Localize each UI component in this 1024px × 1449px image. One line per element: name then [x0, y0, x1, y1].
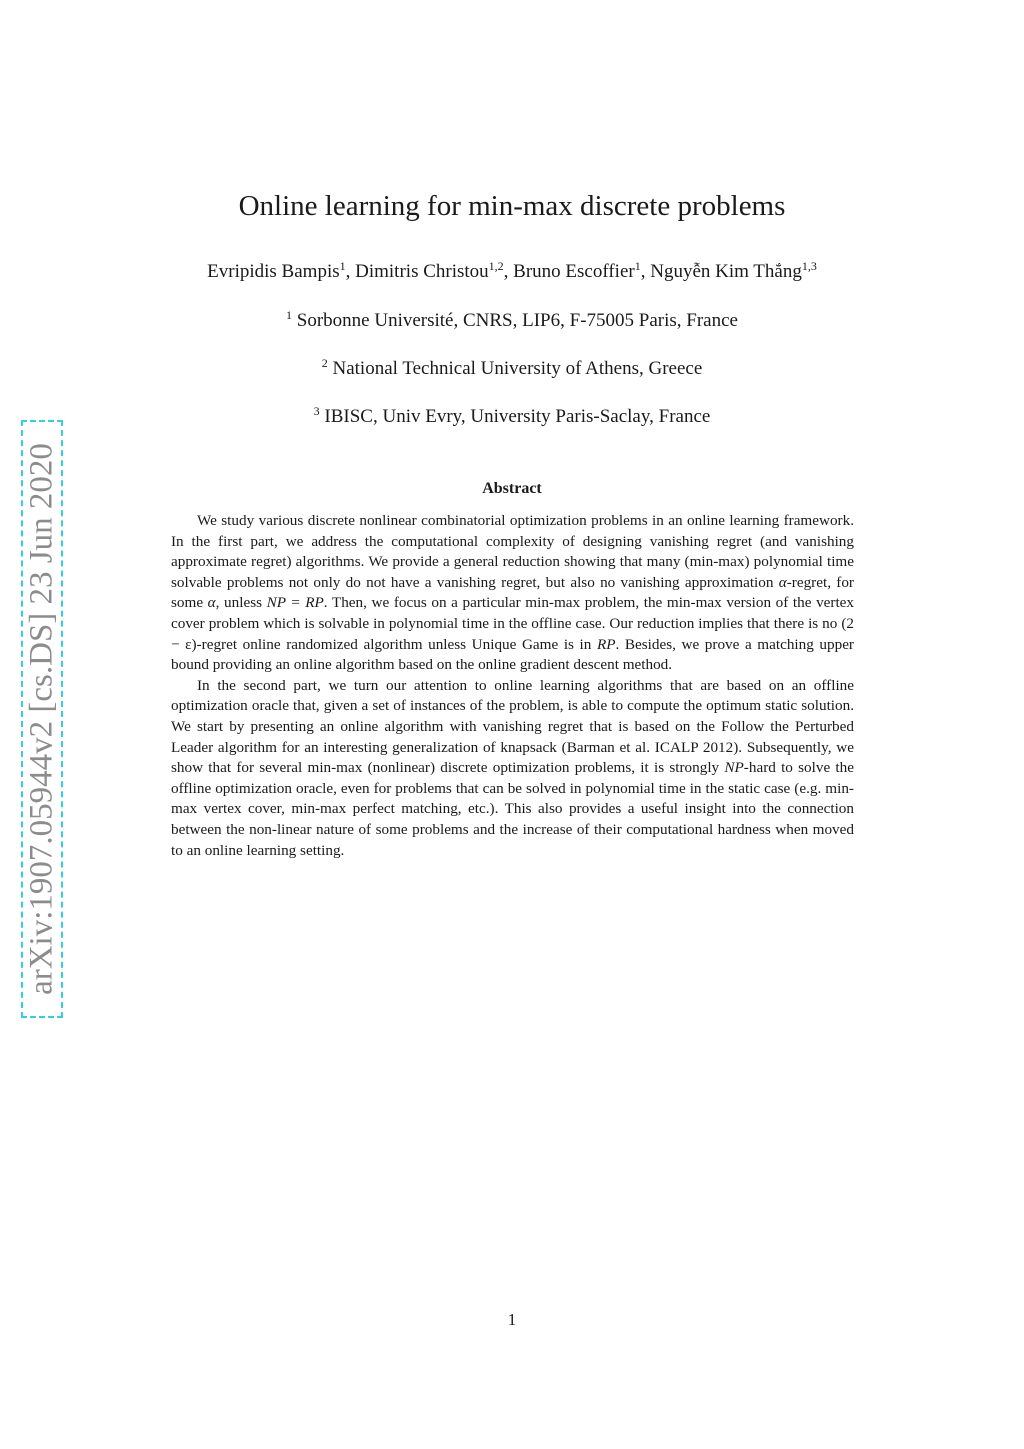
affiliation-text: National Technical University of Athens, Greece	[332, 358, 703, 379]
abstract-text: -regret online randomized algorithm unless Unique Game is in	[196, 635, 597, 653]
math-inline: NP	[724, 759, 744, 777]
affiliation-mark: 2	[321, 356, 328, 370]
affiliation	[0, 406, 1024, 428]
affiliation	[0, 358, 1024, 380]
affiliation-mark: 3	[313, 404, 320, 418]
abstract-paragraph	[171, 676, 854, 861]
author-name: Bruno Escoffier	[513, 261, 635, 282]
arxiv-stamp	[21, 420, 63, 1018]
affiliation-text: IBISC, Univ Evry, University Paris-Saclay, France	[324, 406, 711, 427]
abstract-text: . Besides, we prove a matching upper bound providing an online algorithm based on the online gradient descent method.	[171, 635, 854, 674]
author-affiliation-mark: 1,2	[488, 259, 504, 273]
abstract-body	[171, 511, 854, 861]
author-affiliation-mark: 1	[634, 259, 641, 273]
abstract-text: , unless	[215, 594, 267, 612]
abstract-text: . Then, we focus on a particular min-max problem, the min-max version of the vertex cover problem which is solvable in polynomial time in the offline case. Our reduction implies that there is no	[171, 594, 855, 632]
abstract-heading: Abstract	[482, 480, 542, 497]
math-inline: RP	[596, 635, 616, 653]
author-name: Evripidis Bampis	[207, 261, 340, 282]
math-inline: α	[778, 573, 787, 591]
abstract-text: -regret, for some	[171, 573, 854, 612]
affiliation-text: Sorbonne Université, CNRS, LIP6, F-75005 Paris, France	[296, 310, 738, 331]
math-inline: α	[207, 594, 216, 612]
abstract-text: -hard to solve the offline optimization oracle, even for problems that can be solved in polynomial time in the static case (e.g. min-max vertex cover, min-max perfect matching, etc.). This also provides a useful insight into the connection between the non-linear nature of some problems and the increase of their computational hardness when moved to an online learning setting.	[171, 759, 854, 859]
affiliation-mark: 1	[286, 308, 293, 322]
abstract-text: We study various discrete nonlinear combinatorial optimization problems in an online learning framework. In the first part, we address the computational complexity of designing vanishing regret (and vanishing approximate regret) algorithms. We provide a general reduction showing that many (min-max) polynomial time solvable problems not only do not have a vanishing regret, but also no vanishing approximation	[171, 512, 854, 591]
author-name: Nguyễn Kim Thắng	[650, 261, 802, 282]
page-number: 1	[507, 1310, 517, 1329]
affiliation	[0, 310, 1024, 332]
paper-title: Online learning for min-max discrete problems	[238, 190, 786, 222]
math-inline: (2 − ε)	[171, 614, 854, 653]
author-affiliation-mark: 1,3	[801, 259, 817, 273]
arxiv-stamp-text: arXiv:1907.05944v2 [cs.DS] 23 Jun 2020	[23, 443, 60, 995]
abstract-text: In the second part, we turn our attention to online learning algorithms that are based on an offline optimization oracle that, given a set of instances of the problem, is able to compute the optimum static solution. We start by presenting an online algorithm with vanishing regret that is based on the Follow the Perturbed Leader algorithm for an interesting generalization of knapsack (Barman et al. ICALP 2012). Subsequently, we show that for several min-max (nonlinear) discrete optimization problems, it is strongly	[171, 676, 854, 777]
author-affiliation-mark: 1	[339, 259, 346, 273]
math-inline: NP = RP	[266, 594, 324, 612]
abstract-paragraph	[171, 511, 854, 676]
author-name: Dimitris Christou	[355, 261, 489, 282]
author-list: Evripidis Bampis$^1$, Dimitris Christou$^{1,2}$, Bruno Escoffier$^1$, Nguyễn Kim Thắng$^{1,3}$	[207, 259, 817, 282]
